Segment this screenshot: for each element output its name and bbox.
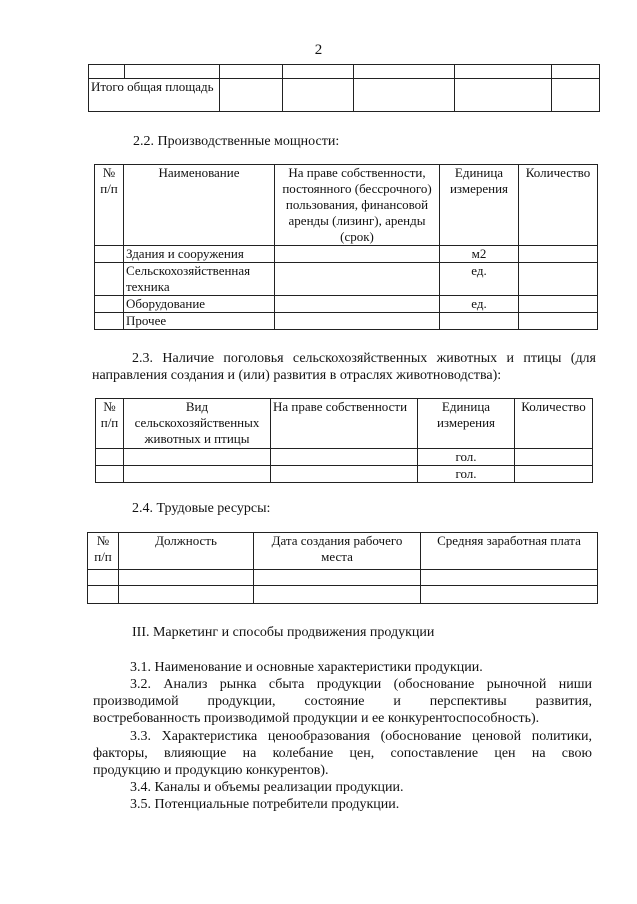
paragraph-3-4: 3.4. Каналы и объемы реализации продукции. (130, 780, 404, 795)
page-number: 2 (314, 42, 323, 58)
row-name: Оборудование (124, 296, 275, 313)
col-number-header: № п/п (96, 399, 124, 449)
section-3-heading: III. Маркетинг и способы продвижения продукции (132, 625, 435, 640)
section-2-3-heading-line1: 2.3. Наличие поголовья сельскохозяйственных животных и птицы (для (132, 351, 596, 366)
paragraph-3-1: 3.1. Наименование и основные характеристики продукции. (130, 660, 483, 675)
row-unit: гол. (418, 466, 515, 483)
paragraph-3-3-line2: факторы, влияющие на колебание цен, сопоставление цен на свою (93, 746, 592, 761)
col-right-header: На праве собственности, постоянного (бессрочного) пользования, финансовой аренды (лизинг), аренды (срок) (275, 165, 440, 246)
table-row (95, 296, 598, 313)
section-2-3-heading-line2: направления создания и (или) развития в отраслях животноводства): (92, 368, 502, 383)
area-total-table (88, 64, 600, 112)
paragraph-3-5: 3.5. Потенциальные потребители продукции. (130, 797, 400, 812)
col-ownership-header: На праве собственности (271, 399, 418, 449)
col-date-header: Дата создания рабочего места (254, 533, 421, 570)
livestock-table (95, 398, 593, 483)
paragraph-3-2-line2: производимой продукции, состояние и перспективы развития, (93, 694, 592, 709)
row-unit (440, 313, 519, 330)
col-salary-header: Средняя заработная плата (421, 533, 598, 570)
col-number-header: № п/п (88, 533, 119, 570)
col-type-header: Вид сельскохозяйственных животных и птицы (124, 399, 271, 449)
section-2-4-heading: 2.4. Трудовые ресурсы: (132, 501, 271, 516)
row-name: Прочее (124, 313, 275, 330)
col-number-header: № п/п (95, 165, 124, 246)
col-quantity-header: Количество (515, 399, 593, 449)
table-row (95, 313, 598, 330)
table-row (88, 570, 598, 586)
col-quantity-header: Количество (519, 165, 598, 246)
row-unit: м2 (440, 246, 519, 263)
section-2-3-heading (92, 350, 596, 384)
section-2-2-heading: 2.2. Производственные мощности: (133, 134, 340, 149)
paragraph-3-3-line1: 3.3. Характеристика ценообразования (обоснование ценовой политики, (130, 729, 592, 744)
col-unit-header: Единица измерения (418, 399, 515, 449)
paragraph-3-2-line1: 3.2. Анализ рынка сбыта продукции (обоснование рыночной ниши (130, 677, 592, 692)
table-row (96, 466, 593, 483)
production-capacity-table (94, 164, 598, 330)
row-unit: гол. (418, 449, 515, 466)
row-name: Сельскохозяйственная техника (124, 263, 275, 296)
table-row (95, 246, 598, 263)
paragraph-3-2-line3: востребованность производимой продукции и ее конкурентоспособность). (93, 711, 540, 726)
table-row (88, 586, 598, 604)
row-unit: ед. (440, 263, 519, 296)
col-position-header: Должность (119, 533, 254, 570)
labor-resources-table (87, 532, 598, 604)
table-row (95, 263, 598, 296)
paragraph-3-3-line3: продукцию и продукцию конкурентов). (93, 763, 329, 778)
paragraph-3-3 (93, 728, 592, 779)
row-name: Здания и сооружения (124, 246, 275, 263)
total-area-label: Итого общая площадь (89, 79, 220, 112)
row-unit: ед. (440, 296, 519, 313)
col-unit-header: Единица измерения (440, 165, 519, 246)
col-name-header: Наименование (124, 165, 275, 246)
paragraph-3-2 (93, 676, 592, 727)
table-row (96, 449, 593, 466)
